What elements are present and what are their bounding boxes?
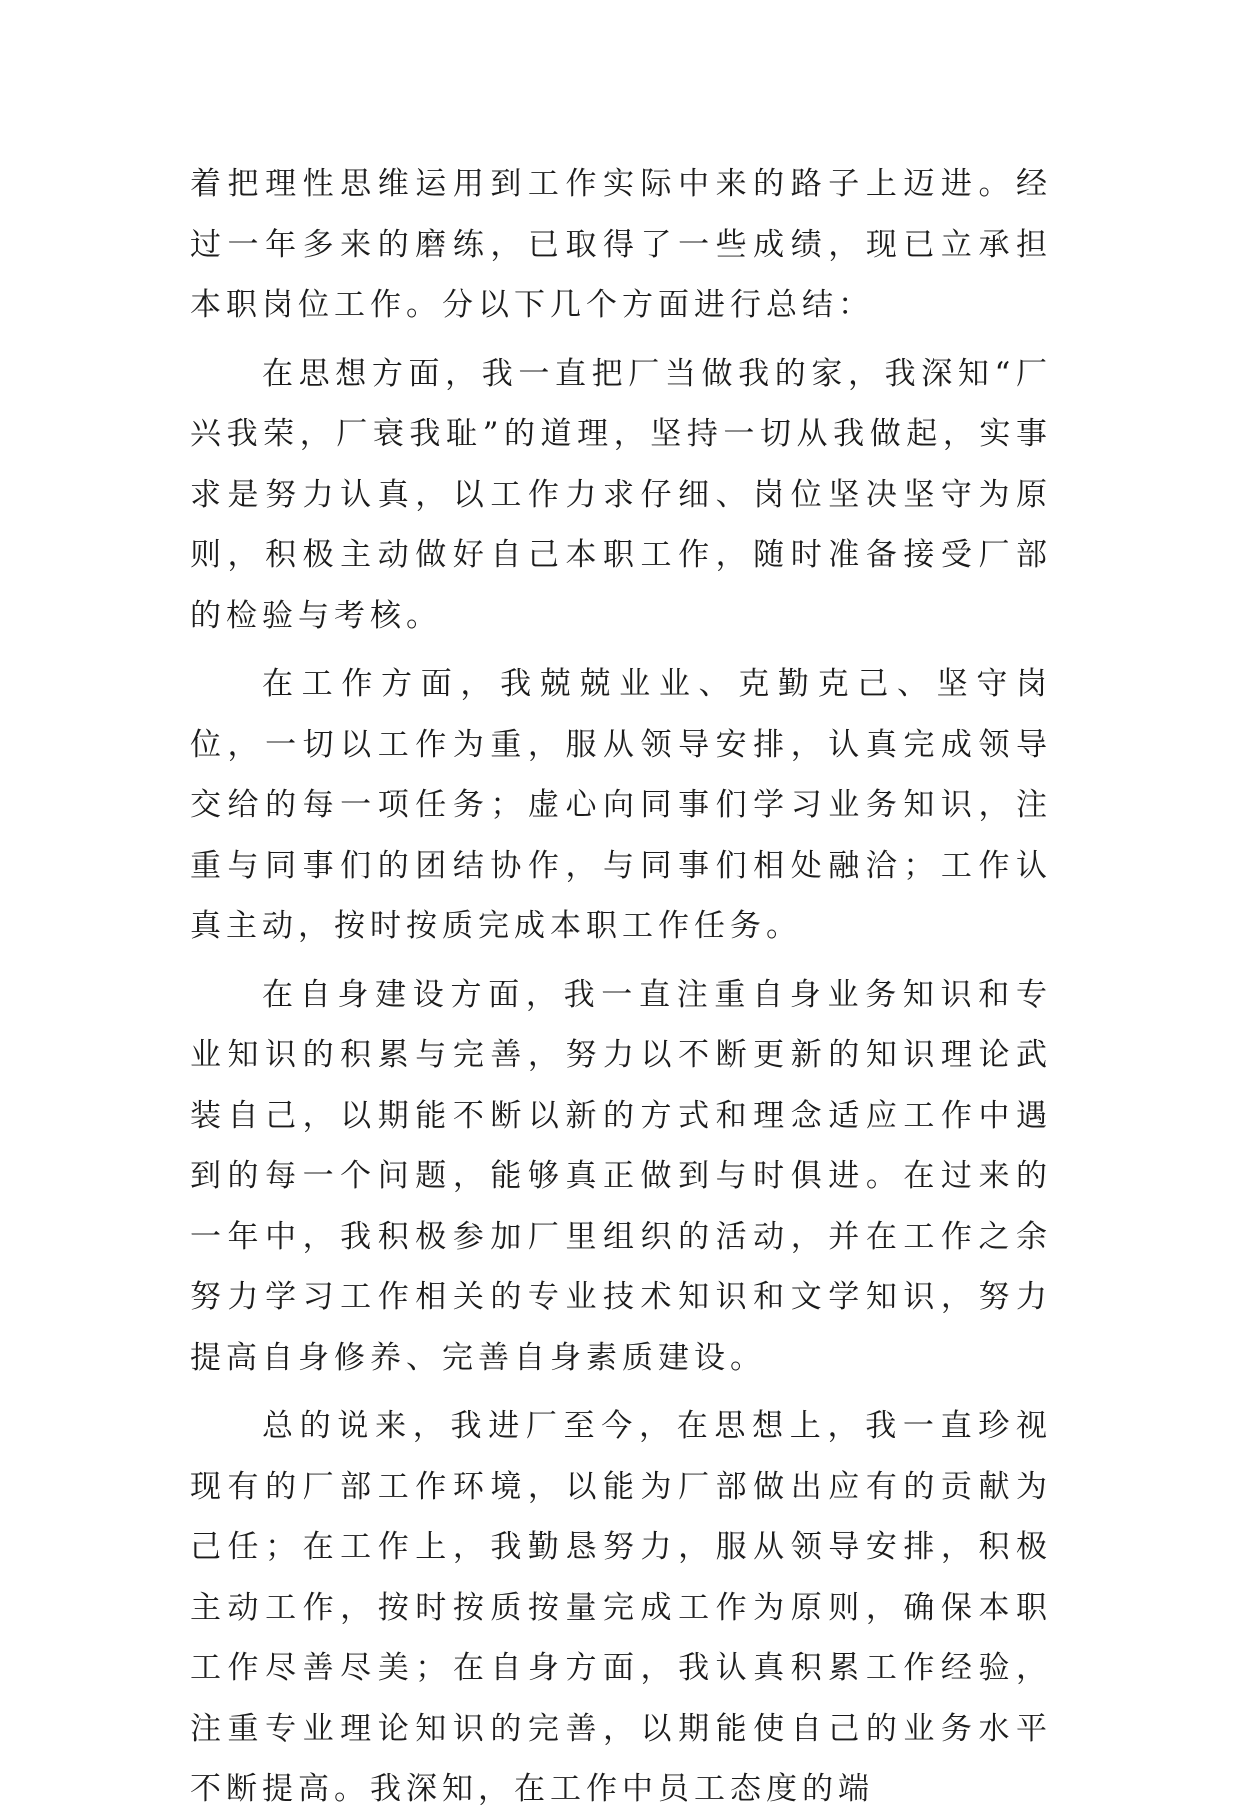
document-body — [190, 154, 1052, 1820]
paragraph-work: 在工作方面，我兢兢业业、克勤克己、坚守岗位，一切以工作为重，服从领导安排，认真完成领导交给的每一项任务；虚心向同事们学习业务知识，注重与同事们的团结协作，与同事们相处融洽；工作认真主动，按时按质完成本职工作任务。 — [190, 666, 1052, 944]
paragraph-thought: 在思想方面，我一直把厂当做我的家，我深知“厂兴我荣，厂衰我耻”的道理，坚持一切从我做起，实事求是努力认真，以工作力求仔细、岗位坚决坚守为原则，积极主动做好自己本职工作，随时准备接受厂部的检验与考核。 — [190, 355, 1052, 634]
paragraph-continuation: 着把理性思维运用到工作实际中来的路子上迈进。经过一年多来的磨练，已取得了一些成绩，现已立承担本职岗位工作。分以下几个方面进行总结： — [190, 166, 1052, 323]
paragraph-self-development: 在自身建设方面，我一直注重自身业务知识和专业知识的积累与完善，努力以不断更新的知识理论武装自己，以期能不断以新的方式和理念适应工作中遇到的每一个问题，能够真正做到与时俱进。在过来的一年中，我积极参加厂里组织的活动，并在工作之余努力学习工作相关的专业技术知识和文学知识，努力提高自身修养、完善自身素质建设。 — [190, 976, 1052, 1376]
paragraph-summary: 总的说来，我进厂至今，在思想上，我一直珍视现有的厂部工作环境，以能为厂部做出应有的贡献为己任；在工作上，我勤恳努力，服从领导安排，积极主动工作，按时按质按量完成工作为原则，确保本职工作尽善尽美；在自身方面，我认真积累工作经验，注重专业理论知识的完善，以期能使自己的业务水平不断提高。我深知，在工作中员工态度的端 — [190, 1408, 1052, 1807]
